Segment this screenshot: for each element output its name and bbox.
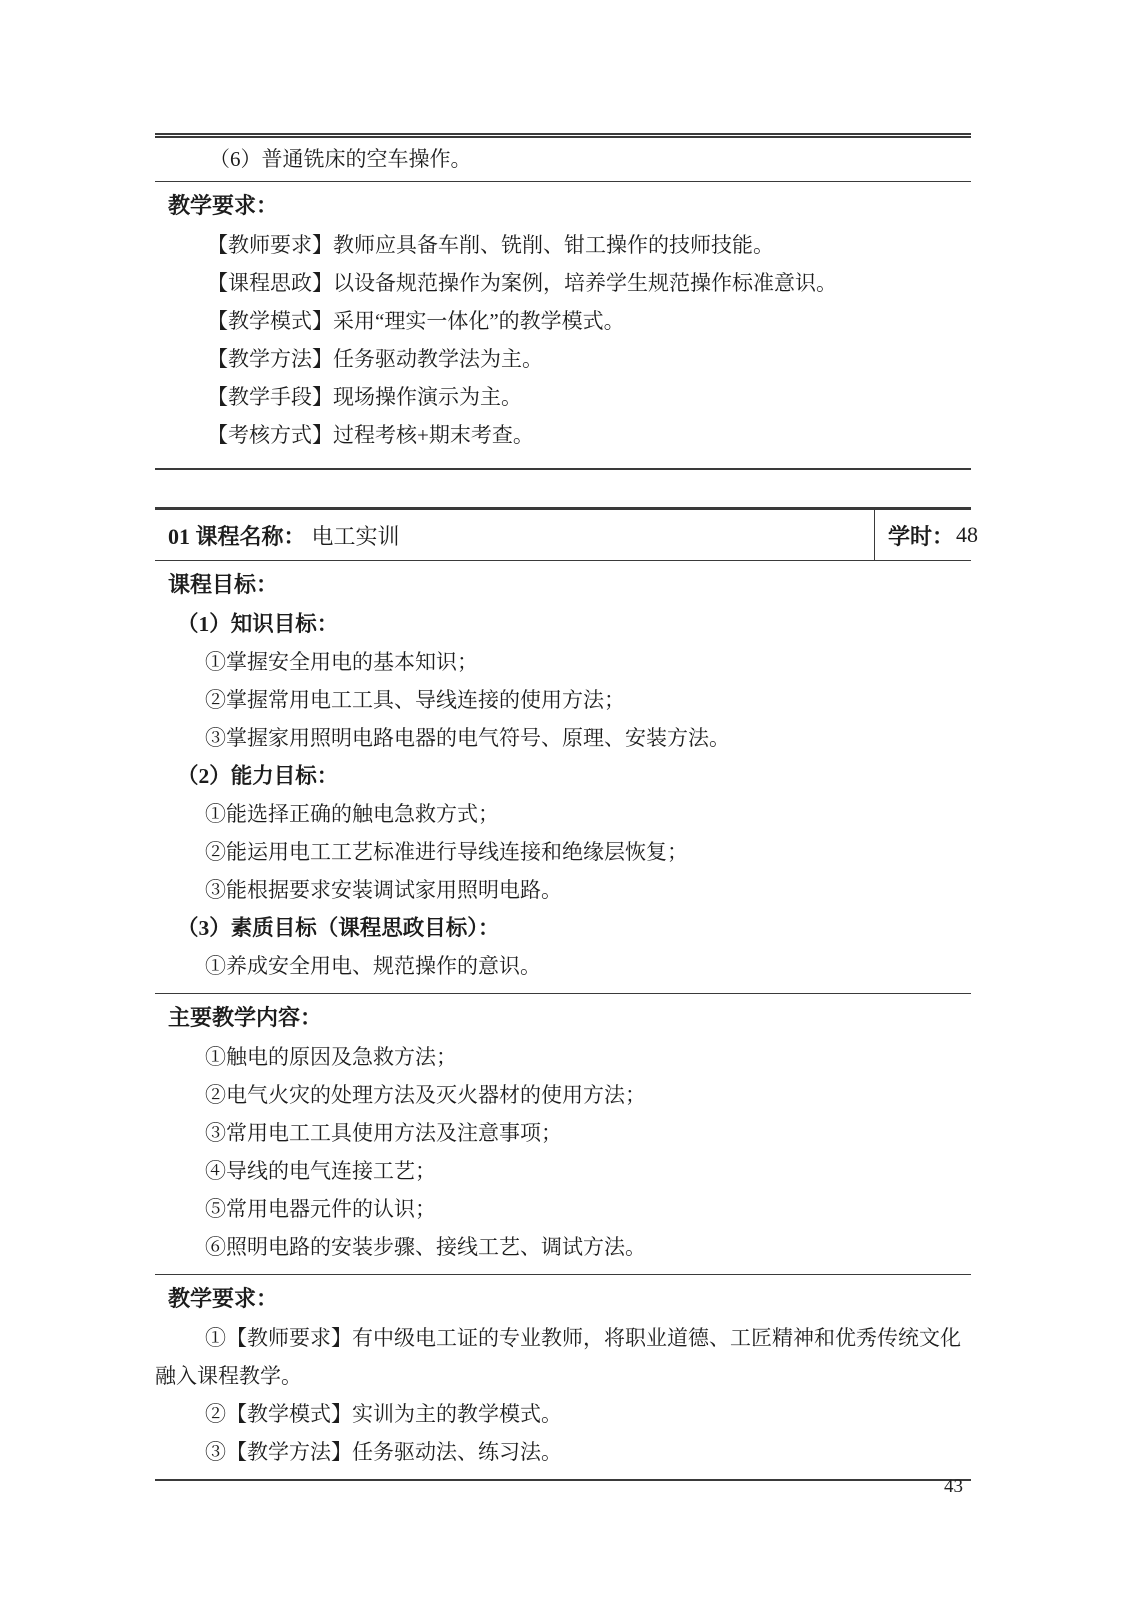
knowledge-objective-3: ③掌握家用照明电路电器的电气符号、原理、安装方法。	[205, 726, 730, 750]
content-item-6: ⑥照明电路的安装步骤、接线工艺、调试方法。	[205, 1235, 646, 1259]
course-header-row	[155, 510, 979, 561]
operation-item-6: （6）普通铣床的空车操作。	[209, 147, 472, 171]
course-requirements-section	[155, 1274, 971, 1479]
teaching-content-heading: 主要教学内容：	[168, 1005, 323, 1030]
knowledge-objective-2: ②掌握常用电工工具、导线连接的使用方法；	[205, 688, 625, 712]
course-hours-value: 48	[956, 522, 979, 547]
page-number: 43	[944, 1476, 963, 1497]
teaching-content-section	[155, 993, 971, 1274]
course-01-table	[155, 507, 979, 1481]
content-item-2: ②电气火灾的处理方法及灭火器材的使用方法；	[205, 1083, 646, 1107]
previous-course-table	[155, 133, 971, 470]
teaching-requirements-section	[155, 182, 971, 468]
course-hours-label: 学时：	[888, 523, 955, 549]
operation-item-row	[155, 138, 971, 182]
course-name-label: 01 课程名称：	[168, 523, 306, 549]
ability-objective-1: ①能选择正确的触电急救方式；	[205, 802, 499, 826]
course-objectives-heading: 课程目标：	[168, 572, 279, 597]
requirement-means: 【教学手段】现场操作演示为主。	[207, 385, 522, 409]
course-requirements-heading: 教学要求：	[168, 1286, 279, 1311]
quality-objective-1: ①养成安全用电、规范操作的意识。	[205, 954, 541, 978]
content-item-4: ④导线的电气连接工艺；	[205, 1159, 436, 1183]
content-item-3: ③常用电工工具使用方法及注意事项；	[205, 1121, 562, 1145]
teaching-requirements-heading: 教学要求：	[168, 193, 279, 218]
course-requirement-teacher: ①【教师要求】有中级电工证的专业教师，将职业道德、工匠精神和优秀传统文化融入课程教学。	[155, 1326, 961, 1388]
requirement-ideology: 【课程思政】以设备规范操作为案例，培养学生规范操作标准意识。	[207, 271, 837, 295]
course-requirement-method: ③【教学方法】任务驱动法、练习法。	[205, 1440, 562, 1464]
requirement-method: 【教学方法】任务驱动教学法为主。	[207, 347, 543, 371]
page-content	[155, 133, 979, 1481]
ability-objective-2: ②能运用电工工艺标准进行导线连接和绝缘层恢复；	[205, 840, 688, 864]
quality-objectives-subheading: （3）素质目标（课程思政目标）：	[177, 916, 500, 940]
requirement-assessment: 【考核方式】过程考核+期末考查。	[207, 423, 534, 447]
ability-objective-3: ③能根据要求安装调试家用照明电路。	[205, 878, 562, 902]
knowledge-objectives-subheading: （1）知识目标：	[177, 612, 339, 636]
content-item-1: ①触电的原因及急救方法；	[205, 1045, 457, 1069]
course-name-cell	[155, 510, 874, 560]
course-objectives-section	[155, 561, 971, 993]
ability-objectives-subheading: （2）能力目标：	[177, 764, 339, 788]
content-item-5: ⑤常用电器元件的认识；	[205, 1197, 436, 1221]
requirement-mode: 【教学模式】采用“理实一体化”的教学模式。	[207, 309, 625, 333]
course-hours-cell	[874, 510, 979, 560]
course-name-value: 电工实训	[311, 523, 400, 549]
knowledge-objective-1: ①掌握安全用电的基本知识；	[205, 650, 478, 674]
requirement-teacher: 【教师要求】教师应具备车削、铣削、钳工操作的技师技能。	[207, 233, 774, 257]
course-requirement-mode: ②【教学模式】实训为主的教学模式。	[205, 1402, 562, 1426]
